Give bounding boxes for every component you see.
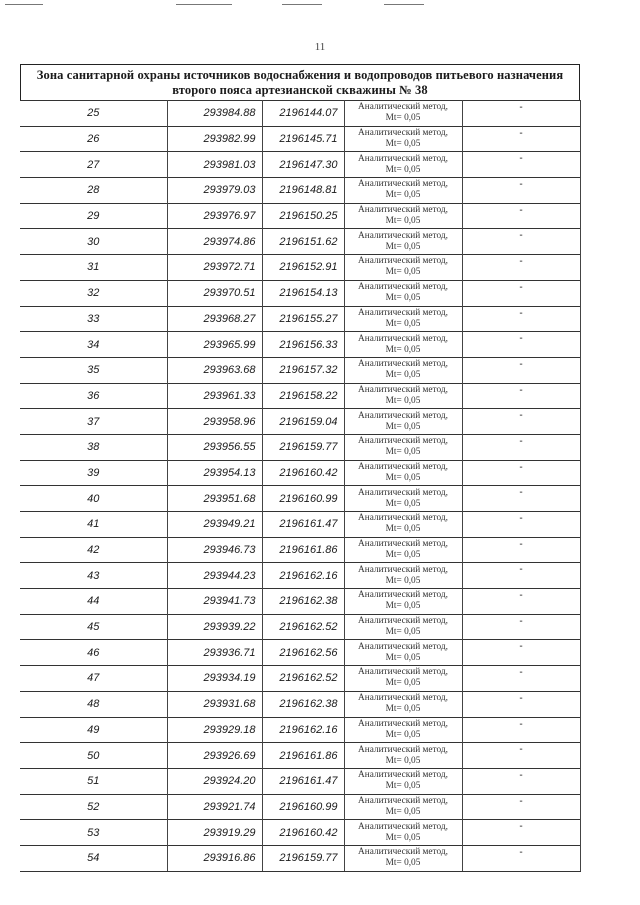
method-precision: Mt= 0,05 [385, 190, 421, 201]
method-label: Аналитический метод, [358, 590, 448, 601]
method-cell [344, 691, 462, 717]
table-row [20, 845, 580, 871]
point-number: 40 [20, 486, 167, 512]
coord-x: 293951.68 [167, 486, 262, 512]
description-cell: - [462, 845, 580, 871]
table-row [20, 409, 580, 435]
point-number: 30 [20, 229, 167, 255]
coord-y: 2196147.30 [262, 152, 344, 178]
coord-y: 2196162.38 [262, 691, 344, 717]
table-row [20, 640, 580, 666]
method-label: Аналитический метод, [358, 821, 448, 832]
table-row [20, 126, 580, 152]
method-precision: Mt= 0,05 [385, 678, 421, 689]
table-row [20, 512, 580, 538]
coord-y: 2196155.27 [262, 306, 344, 332]
coord-y: 2196161.86 [262, 537, 344, 563]
method-cell [344, 280, 462, 306]
description-cell: - [462, 537, 580, 563]
point-number: 45 [20, 614, 167, 640]
scan-mark [282, 4, 322, 5]
scan-top-marks [0, 4, 640, 10]
method-cell [344, 666, 462, 692]
method-cell [344, 486, 462, 512]
coord-y: 2196160.99 [262, 794, 344, 820]
method-label: Аналитический метод, [358, 410, 448, 421]
table-row [20, 101, 580, 127]
coord-y: 2196151.62 [262, 229, 344, 255]
method-label: Аналитический метод, [358, 641, 448, 652]
point-number: 35 [20, 357, 167, 383]
table-row [20, 614, 580, 640]
coord-x: 293976.97 [167, 203, 262, 229]
method-label: Аналитический метод, [358, 539, 448, 550]
coord-y: 2196162.52 [262, 666, 344, 692]
point-number: 48 [20, 691, 167, 717]
method-precision: Mt= 0,05 [385, 550, 421, 561]
method-label: Аналитический метод, [358, 795, 448, 806]
coord-x: 293916.86 [167, 845, 262, 871]
point-number: 44 [20, 589, 167, 615]
table-row [20, 717, 580, 743]
method-precision: Mt= 0,05 [385, 858, 421, 869]
table-row [20, 152, 580, 178]
coord-x: 293949.21 [167, 512, 262, 538]
coord-y: 2196162.16 [262, 563, 344, 589]
method-label: Аналитический метод, [358, 718, 448, 729]
method-label: Аналитический метод, [358, 744, 448, 755]
description-cell: - [462, 460, 580, 486]
scan-mark [176, 4, 232, 5]
coord-y: 2196161.47 [262, 768, 344, 794]
method-label: Аналитический метод, [358, 513, 448, 524]
coord-x: 293941.73 [167, 589, 262, 615]
point-number: 36 [20, 383, 167, 409]
method-precision: Mt= 0,05 [385, 370, 421, 381]
description-cell: - [462, 255, 580, 281]
description-cell: - [462, 280, 580, 306]
coord-y: 2196159.77 [262, 434, 344, 460]
table-row [20, 794, 580, 820]
description-cell: - [462, 383, 580, 409]
coord-y: 2196162.56 [262, 640, 344, 666]
coord-y: 2196144.07 [262, 101, 344, 127]
method-label: Аналитический метод, [358, 487, 448, 498]
coord-x: 293929.18 [167, 717, 262, 743]
method-precision: Mt= 0,05 [385, 704, 421, 715]
description-cell: - [462, 794, 580, 820]
coord-y: 2196154.13 [262, 280, 344, 306]
method-label: Аналитический метод, [358, 616, 448, 627]
point-number: 26 [20, 126, 167, 152]
method-cell [344, 229, 462, 255]
method-cell [344, 409, 462, 435]
coordinates-table [20, 100, 581, 872]
method-label: Аналитический метод, [358, 359, 448, 370]
method-cell [344, 794, 462, 820]
coord-x: 293970.51 [167, 280, 262, 306]
coord-y: 2196162.52 [262, 614, 344, 640]
table-row [20, 486, 580, 512]
coord-y: 2196160.42 [262, 460, 344, 486]
coord-x: 293979.03 [167, 178, 262, 204]
table-row [20, 383, 580, 409]
method-precision: Mt= 0,05 [385, 498, 421, 509]
coord-x: 293963.68 [167, 357, 262, 383]
point-number: 34 [20, 332, 167, 358]
method-cell [344, 512, 462, 538]
description-cell: - [462, 743, 580, 769]
point-number: 41 [20, 512, 167, 538]
point-number: 54 [20, 845, 167, 871]
method-cell [344, 152, 462, 178]
coord-y: 2196160.99 [262, 486, 344, 512]
coord-x: 293968.27 [167, 306, 262, 332]
description-cell: - [462, 229, 580, 255]
table-row [20, 589, 580, 615]
method-precision: Mt= 0,05 [385, 395, 421, 406]
point-number: 28 [20, 178, 167, 204]
method-label: Аналитический метод, [358, 564, 448, 575]
table-row [20, 691, 580, 717]
method-cell [344, 717, 462, 743]
method-precision: Mt= 0,05 [385, 293, 421, 304]
method-precision: Mt= 0,05 [385, 627, 421, 638]
description-cell: - [462, 357, 580, 383]
method-precision: Mt= 0,05 [385, 806, 421, 817]
table-row [20, 357, 580, 383]
table-row [20, 768, 580, 794]
table-row [20, 666, 580, 692]
coord-x: 293931.68 [167, 691, 262, 717]
coord-x: 293936.71 [167, 640, 262, 666]
table-row [20, 434, 580, 460]
coord-y: 2196161.47 [262, 512, 344, 538]
method-cell [344, 357, 462, 383]
method-label: Аналитический метод, [358, 847, 448, 858]
point-number: 37 [20, 409, 167, 435]
method-cell [344, 434, 462, 460]
method-label: Аналитический метод, [358, 693, 448, 704]
method-label: Аналитический метод, [358, 307, 448, 318]
point-number: 42 [20, 537, 167, 563]
coord-x: 293981.03 [167, 152, 262, 178]
method-precision: Mt= 0,05 [385, 781, 421, 792]
coord-y: 2196148.81 [262, 178, 344, 204]
coord-x: 293919.29 [167, 820, 262, 846]
description-cell: - [462, 820, 580, 846]
method-label: Аналитический метод, [358, 230, 448, 241]
method-precision: Mt= 0,05 [385, 421, 421, 432]
description-cell: - [462, 203, 580, 229]
point-number: 53 [20, 820, 167, 846]
method-cell [344, 589, 462, 615]
coord-y: 2196159.04 [262, 409, 344, 435]
method-label: Аналитический метод, [358, 205, 448, 216]
coord-x: 293961.33 [167, 383, 262, 409]
description-cell: - [462, 126, 580, 152]
coord-y: 2196162.16 [262, 717, 344, 743]
point-number: 32 [20, 280, 167, 306]
method-precision: Mt= 0,05 [385, 113, 421, 124]
table-row [20, 332, 580, 358]
coord-x: 293958.96 [167, 409, 262, 435]
method-precision: Mt= 0,05 [385, 344, 421, 355]
method-cell [344, 845, 462, 871]
description-cell: - [462, 512, 580, 538]
table-row [20, 229, 580, 255]
table-title-line2: второго пояса артезианской скважины № 38 [172, 83, 428, 97]
table-row [20, 537, 580, 563]
table-row [20, 203, 580, 229]
point-number: 31 [20, 255, 167, 281]
coord-x: 293926.69 [167, 743, 262, 769]
description-cell: - [462, 101, 580, 127]
coord-y: 2196159.77 [262, 845, 344, 871]
point-number: 25 [20, 101, 167, 127]
method-precision: Mt= 0,05 [385, 139, 421, 150]
point-number: 49 [20, 717, 167, 743]
coord-x: 293965.99 [167, 332, 262, 358]
method-cell [344, 768, 462, 794]
method-precision: Mt= 0,05 [385, 729, 421, 740]
description-cell: - [462, 152, 580, 178]
method-cell [344, 563, 462, 589]
point-number: 46 [20, 640, 167, 666]
coord-y: 2196145.71 [262, 126, 344, 152]
method-cell [344, 203, 462, 229]
description-cell: - [462, 409, 580, 435]
method-cell [344, 743, 462, 769]
method-cell [344, 255, 462, 281]
point-number: 39 [20, 460, 167, 486]
point-number: 33 [20, 306, 167, 332]
description-cell: - [462, 691, 580, 717]
method-precision: Mt= 0,05 [385, 755, 421, 766]
scan-mark [5, 4, 43, 5]
description-cell: - [462, 640, 580, 666]
coord-x: 293944.23 [167, 563, 262, 589]
method-cell [344, 332, 462, 358]
method-label: Аналитический метод, [358, 384, 448, 395]
page-number: 11 [314, 41, 326, 53]
scan-mark [384, 4, 424, 5]
method-cell [344, 178, 462, 204]
method-label: Аналитический метод, [358, 461, 448, 472]
method-label: Аналитический метод, [358, 256, 448, 267]
point-number: 43 [20, 563, 167, 589]
coord-y: 2196161.86 [262, 743, 344, 769]
coord-y: 2196160.42 [262, 820, 344, 846]
method-cell [344, 126, 462, 152]
method-precision: Mt= 0,05 [385, 241, 421, 252]
coord-x: 293956.55 [167, 434, 262, 460]
method-precision: Mt= 0,05 [385, 267, 421, 278]
method-precision: Mt= 0,05 [385, 832, 421, 843]
coord-x: 293972.71 [167, 255, 262, 281]
coord-x: 293934.19 [167, 666, 262, 692]
coord-x: 293982.99 [167, 126, 262, 152]
description-cell: - [462, 768, 580, 794]
point-number: 52 [20, 794, 167, 820]
method-precision: Mt= 0,05 [385, 472, 421, 483]
method-label: Аналитический метод, [358, 770, 448, 781]
point-number: 51 [20, 768, 167, 794]
coord-x: 293924.20 [167, 768, 262, 794]
table-row [20, 820, 580, 846]
description-cell: - [462, 434, 580, 460]
description-cell: - [462, 614, 580, 640]
method-precision: Mt= 0,05 [385, 601, 421, 612]
coord-x: 293946.73 [167, 537, 262, 563]
method-precision: Mt= 0,05 [385, 318, 421, 329]
method-label: Аналитический метод, [358, 102, 448, 113]
method-cell [344, 820, 462, 846]
description-cell: - [462, 178, 580, 204]
description-cell: - [462, 486, 580, 512]
coord-y: 2196156.33 [262, 332, 344, 358]
table-row [20, 743, 580, 769]
method-label: Аналитический метод, [358, 333, 448, 344]
table-row [20, 306, 580, 332]
method-cell [344, 614, 462, 640]
method-label: Аналитический метод, [358, 282, 448, 293]
description-cell: - [462, 717, 580, 743]
coord-y: 2196150.25 [262, 203, 344, 229]
method-label: Аналитический метод, [358, 128, 448, 139]
method-label: Аналитический метод, [358, 179, 448, 190]
coord-x: 293921.74 [167, 794, 262, 820]
description-cell: - [462, 666, 580, 692]
description-cell: - [462, 563, 580, 589]
coord-y: 2196152.91 [262, 255, 344, 281]
table-row [20, 280, 580, 306]
method-cell [344, 460, 462, 486]
table-title-line1: Зона санитарной охраны источников водоснабжения и водопроводов питьевого назначения [36, 68, 564, 82]
point-number: 47 [20, 666, 167, 692]
coordinates-table-body [20, 101, 580, 872]
table-title [20, 64, 580, 100]
table-row [20, 178, 580, 204]
coord-y: 2196158.22 [262, 383, 344, 409]
method-precision: Mt= 0,05 [385, 447, 421, 458]
method-precision: Mt= 0,05 [385, 164, 421, 175]
description-cell: - [462, 332, 580, 358]
point-number: 27 [20, 152, 167, 178]
method-precision: Mt= 0,05 [385, 652, 421, 663]
method-cell [344, 383, 462, 409]
table-row [20, 255, 580, 281]
point-number: 50 [20, 743, 167, 769]
method-cell [344, 101, 462, 127]
method-label: Аналитический метод, [358, 153, 448, 164]
method-label: Аналитический метод, [358, 667, 448, 678]
coord-y: 2196162.38 [262, 589, 344, 615]
method-precision: Mt= 0,05 [385, 216, 421, 227]
coord-y: 2196157.32 [262, 357, 344, 383]
description-cell: - [462, 589, 580, 615]
point-number: 29 [20, 203, 167, 229]
method-cell [344, 306, 462, 332]
method-cell [344, 640, 462, 666]
method-label: Аналитический метод, [358, 436, 448, 447]
method-cell [344, 537, 462, 563]
description-cell: - [462, 306, 580, 332]
coord-x: 293984.88 [167, 101, 262, 127]
method-precision: Mt= 0,05 [385, 575, 421, 586]
method-precision: Mt= 0,05 [385, 524, 421, 535]
coord-x: 293954.13 [167, 460, 262, 486]
coordinates-table-section [20, 64, 580, 872]
table-row [20, 460, 580, 486]
table-row [20, 563, 580, 589]
coord-x: 293939.22 [167, 614, 262, 640]
coord-x: 293974.86 [167, 229, 262, 255]
point-number: 38 [20, 434, 167, 460]
